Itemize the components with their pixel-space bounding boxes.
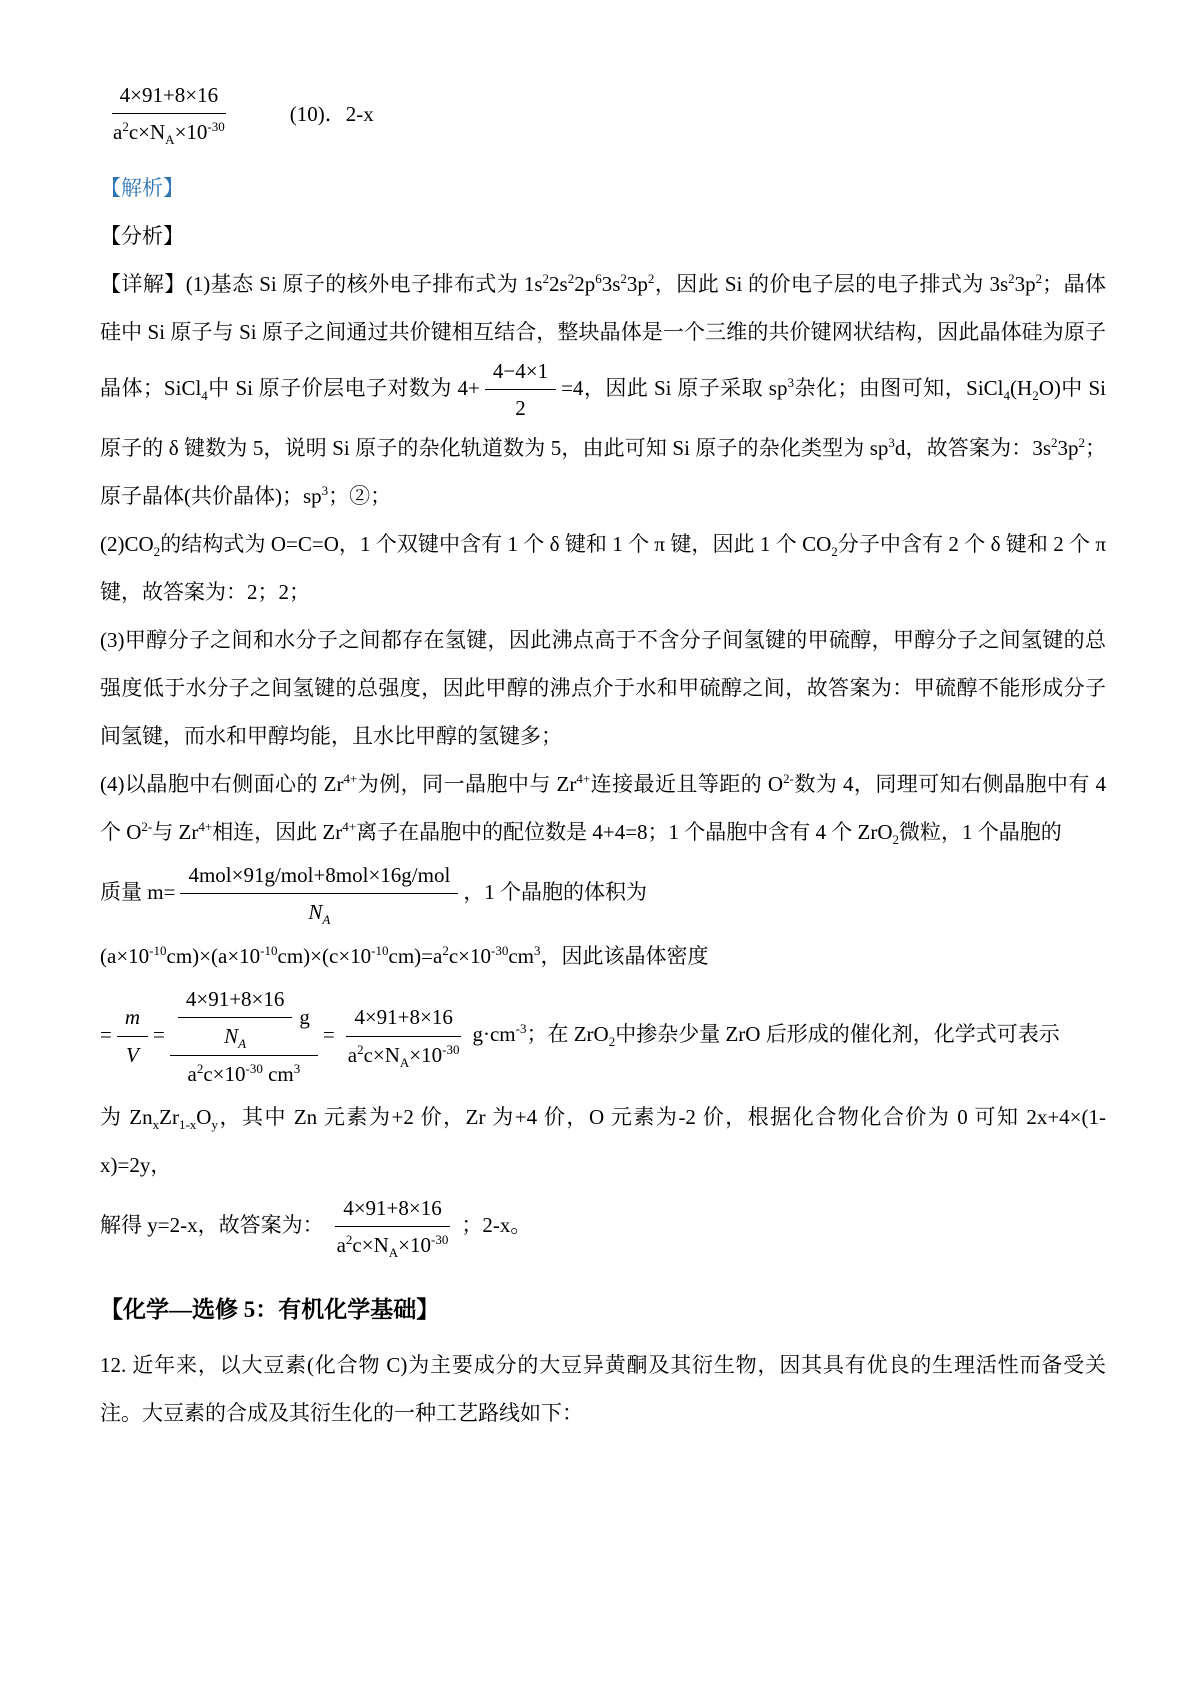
detail-paragraph-2: $(2)CO_2$的结构式为 O=C=O，1 个双键中含有 1 个 δ 键和 1 个 π 键，因此 1 个 $CO_2$分子中含有 2 个 δ 键和 2 个 π 键，故答案为：2；2； (100, 531, 1106, 604)
fraction-denominator: $N_A$ (224, 1024, 247, 1052)
numerator-unit: g (299, 1005, 310, 1030)
nested-fraction (170, 984, 318, 1089)
fraction-numerator: 4×91+8×16 (178, 984, 293, 1018)
fraction-denominator: $N_A$ (308, 900, 331, 928)
density-eq3: = (322, 1022, 335, 1047)
density-post: $g\cdot cm^{-3}$；在 ZrO$_2$中掺杂少量 ZrO 后形成的催化剂，化学式可表示 (472, 1021, 1060, 1050)
mass-equation-line (100, 860, 1106, 928)
detail-paragraph-1 (100, 260, 1106, 520)
section-heading: 【化学—选修 5：有机化学基础】 (100, 1296, 440, 1322)
fraction-numerator (170, 984, 318, 1056)
inner-fraction (178, 984, 293, 1052)
fraction-denominator: $a^2c\times N_A\times 10^{-30}$ (347, 1041, 460, 1070)
volume-line: $(a\times 10^{-10}cm)\times(a\times 10^{-10}cm)\times(c\times 10^{-10}cm)=a^2c\times 10^{-30}cm^3$，因此该晶体密度 (100, 942, 709, 968)
result-fraction (340, 1002, 468, 1070)
answer-row (100, 80, 1106, 148)
mass-fraction (180, 860, 458, 928)
fraction-numerator: 4×91+8×16 (335, 1193, 450, 1227)
fraction-numerator: 4×91+8×16 (112, 80, 227, 114)
detail-paragraph-4: (4)以晶胞中右侧面心的 $Zr^{4+}$为例，同一晶胞中与 $Zr^{4+}$连接最近且等距的 $O^{2-}$数为 4，同理可知右侧晶胞中有 4 个 $O^{2-}$与 $Zr^{4+}$相连，因此 $Zr^{4+}$离子在晶胞中的配位数是 4+4=8；1 个晶胞中含有 4 个 ZrO$_2$微粒，1 个晶胞的 (100, 770, 1107, 847)
fraction-denominator: V (126, 1042, 139, 1067)
answer-item-10: (10)．2-x (289, 101, 374, 126)
fraction-denominator: $a^2c\times 10^{-30}$ $cm^3$ (187, 1060, 301, 1086)
fraction-denominator: $a^2c\times N_A\times 10^{-30}$ (336, 1232, 449, 1261)
detail-p1-pre: 【详解】(1)基态 Si 原子的核外电子排布式为 $1s^22s^22p^63s^23p^2$，因此 Si 的价电子层的电子排式为 $3s^23p^2$；晶体硅中 Si 原子与 Si 原子之间通过共价键相互结合，整块晶体是一个三维的共价键网状结构，因此晶体硅为原子晶体；SiCl$_4$中 Si 原子价层电子对数为 4+ (100, 270, 1107, 403)
m-over-v-fraction (117, 1002, 148, 1070)
solve-line (100, 1193, 1106, 1261)
mass-post: ，1 个晶胞的体积为 (463, 879, 648, 904)
answer-fraction (105, 80, 233, 148)
valence-line: 为 $Zn_xZr_{1-x}O_y$，其中 Zn 元素为+2 价，Zr 为+4 价，O 元素为-2 价，根据化合物化合价为 0 可知 2x+4×(1-x)=2y， (100, 1104, 1106, 1177)
density-eq1: = (100, 1022, 112, 1047)
fraction-numerator: m (117, 1002, 148, 1036)
density-equation-line (100, 984, 1106, 1089)
vsepr-fraction (485, 356, 556, 424)
solve-fraction (329, 1193, 457, 1261)
fraction-numerator: 4×91+8×16 (346, 1002, 461, 1036)
detail-paragraph-3: (3)甲醇分子之间和水分子之间都存在氢键，因此沸点高于不含分子间氢键的甲硫醇，甲醇分子之间氢键的总强度低于水分子之间氢键的总强度，因此甲醇的沸点介于水和甲硫醇之间，故答案为：甲硫醇不能形成分子间氢键，而水和甲醇均能，且水比甲醇的氢键多； (100, 627, 1106, 748)
fraction-denominator: 2 (515, 396, 526, 421)
mass-pre: 质量 m= (100, 879, 176, 904)
fraction-numerator: 4−4×1 (485, 356, 556, 390)
question-12-text: 12. 近年来，以大豆素(化合物 C)为主要成分的大豆异黄酮及其衍生物，因其具有优良的生理活性而备受关注。大豆素的合成及其衍生化的一种工艺路线如下： (100, 1352, 1106, 1425)
density-eq2: = (153, 1022, 165, 1047)
solve-pre: 解得 y=2-x，故答案为： (100, 1212, 324, 1237)
detail-p1-post: =4，因此 Si 原子采取 $sp^3$杂化；由图可知，$SiCl_4(H_2O)$中 Si 原子的 δ 键数为 5，说明 Si 原子的杂化轨道数为 5，由此可知 Si 原子的杂化类型为 $sp^3d$，故答案为：$3s^23p^2$；原子晶体(共价晶体)；$sp^3$；②； (100, 374, 1107, 508)
fraction-numerator: 4mol×91g/mol+8mol×16g/mol (180, 860, 458, 894)
analysis-label: 【解析】 (100, 175, 184, 200)
fraction-denominator: $a^2c\times N_A\times 10^{-30}$ (113, 119, 225, 148)
fenxi-label: 【分析】 (100, 223, 184, 248)
solve-post: ；2-x。 (461, 1212, 532, 1237)
